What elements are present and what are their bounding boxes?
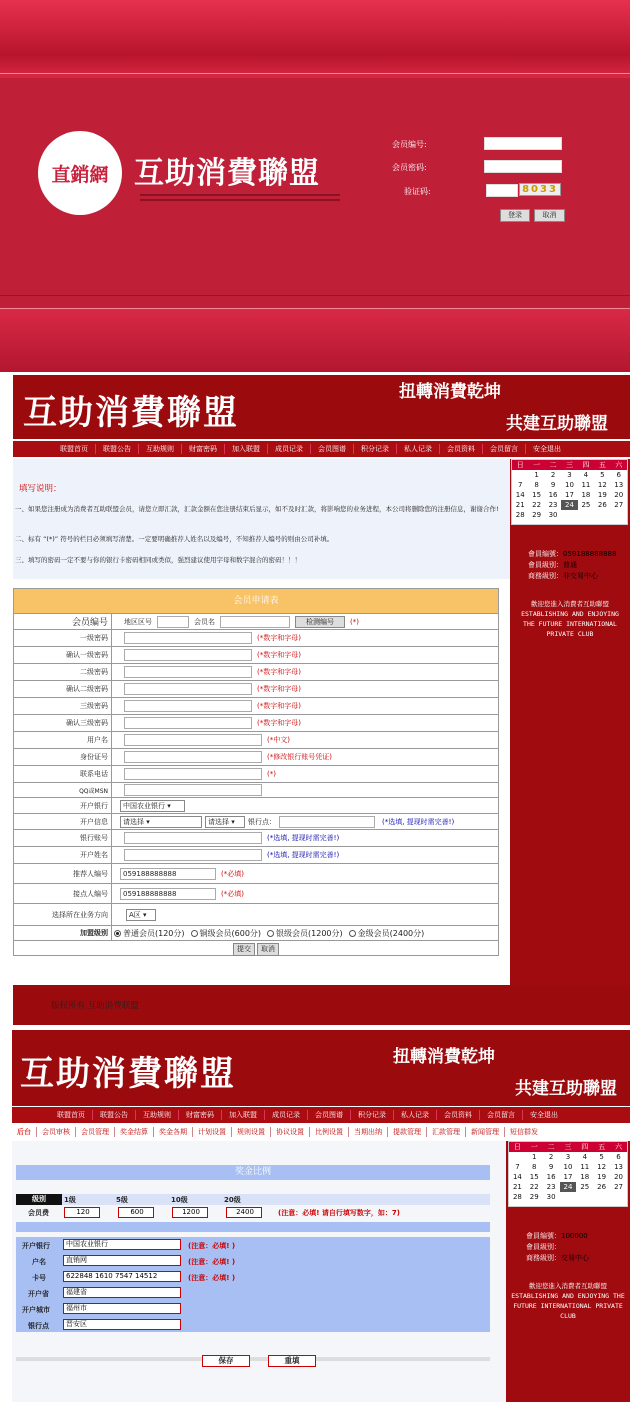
calendar-day[interactable]: 11 — [580, 1163, 590, 1171]
level-option-basic[interactable] — [114, 928, 185, 939]
calendar-day[interactable]: 2 — [548, 1153, 554, 1161]
holder-label: 开户姓名 — [14, 847, 112, 863]
calendar-day[interactable]: 29 — [532, 511, 542, 519]
nav-map[interactable]: 会员图谱 — [311, 444, 354, 454]
member-info — [526, 1231, 626, 1264]
pwd1-label: 一级密码 — [14, 630, 112, 646]
calendar-day[interactable]: 6 — [616, 1153, 621, 1161]
account-hint: (*选填, 提现时需完善!) — [267, 834, 340, 842]
divider — [0, 308, 630, 309]
card-label: 卡号 — [32, 1274, 46, 1282]
login-bottom-band — [0, 308, 630, 372]
province-label: 开户省 — [28, 1290, 49, 1298]
login-button[interactable]: 登录 — [500, 209, 530, 222]
calendar-day[interactable]: 26 — [597, 1183, 607, 1191]
branch-input[interactable] — [279, 816, 375, 828]
calendar-day[interactable]: 5 — [599, 1153, 604, 1161]
pwd3-input[interactable] — [124, 700, 252, 712]
admin-nav-cashier[interactable]: 当期出纳 — [349, 1127, 388, 1137]
calendar-day[interactable]: 7 — [515, 1163, 520, 1171]
calendar-day[interactable]: 25 — [581, 501, 591, 509]
calendar-day[interactable]: 26 — [597, 501, 607, 509]
bank-note: (注意：必填! ) — [188, 1242, 236, 1250]
application-form — [13, 588, 499, 956]
pwd1-confirm-input[interactable] — [124, 649, 252, 661]
captcha-input[interactable] — [486, 184, 518, 197]
calendar-day[interactable]: 15 — [532, 491, 542, 499]
placement-label: 接点人编号 — [14, 884, 112, 903]
calendar-day[interactable]: 23 — [546, 1183, 556, 1191]
placement-hint: (*必填) — [221, 889, 244, 898]
region-input[interactable] — [157, 616, 189, 628]
form-cancel-button[interactable]: 取消 — [257, 943, 279, 956]
radio-icon — [114, 930, 121, 937]
member-id-value: 059188888888 — [563, 550, 617, 558]
business-level-label: 商務級别： — [528, 572, 563, 580]
slogan-2: 共建互助聯盟 — [515, 1079, 617, 1099]
logo-text: 直銷網 — [51, 163, 109, 186]
pwd-hint: (*数字和字母) — [257, 651, 301, 659]
footer — [13, 985, 630, 1025]
nav-join[interactable]: 加入联盟 — [222, 1110, 265, 1120]
area-label: 选择所在业务方向 — [14, 904, 112, 925]
divider — [0, 73, 630, 74]
pwd1-input[interactable] — [124, 632, 252, 644]
submit-button[interactable]: 提交 — [233, 943, 255, 956]
pwd2-confirm-input[interactable] — [124, 683, 252, 695]
fee-input-20[interactable]: 2400 — [226, 1207, 262, 1218]
city-select[interactable]: 请选择 ▾ — [205, 816, 245, 828]
nav-members[interactable]: 成员记录 — [268, 444, 311, 454]
calendar-day[interactable]: 3 — [567, 471, 572, 479]
calendar-day[interactable]: 6 — [616, 471, 621, 479]
copyright: 版权所有 互助消费联盟 — [51, 1001, 139, 1011]
slogan-2: 共建互助聯盟 — [506, 414, 608, 434]
calendar-day[interactable]: 4 — [582, 1153, 588, 1161]
nav-logout[interactable]: 安全退出 — [533, 445, 561, 453]
radio-icon — [349, 930, 356, 937]
level-label: 加盟级别 — [14, 926, 112, 940]
calendar-day[interactable]: 20 — [614, 1173, 623, 1181]
calendar — [508, 1141, 628, 1207]
calendar-day[interactable]: 30 — [548, 511, 558, 519]
username-hint: (*中文) — [267, 736, 290, 744]
slogan-1: 扭轉消費乾坤 — [393, 1047, 495, 1067]
calendar-day[interactable]: 18 — [580, 1173, 590, 1181]
pwd-hint: (*数字和字母) — [257, 634, 301, 642]
qq-label: QQ或MSN — [14, 783, 112, 797]
nav-profile[interactable]: 会员资料 — [440, 444, 483, 454]
referrer-input[interactable]: 059188888888 — [120, 868, 216, 880]
site-header — [13, 375, 630, 439]
nav-home[interactable]: 联盟首页 — [53, 444, 96, 454]
admin-nav-ratio[interactable]: 比例设置 — [310, 1127, 349, 1137]
divider — [0, 295, 630, 296]
idcard-input[interactable] — [124, 751, 262, 763]
pwd3-confirm-label: 确认三级密码 — [14, 715, 112, 731]
calendar-day[interactable]: 9 — [550, 481, 556, 489]
province-select-value: 请选择 — [123, 817, 144, 826]
bank-label: 开户银行 — [22, 1242, 50, 1250]
brand-title: 互助消費聯盟 — [134, 156, 320, 191]
member-no-label: 会员编号 — [14, 614, 112, 629]
calendar-day[interactable]: 22 — [532, 501, 542, 509]
holder-hint: (*选填, 提现时需完善!) — [267, 851, 340, 859]
holder-input[interactable] — [124, 849, 262, 861]
bankinfo-label: 开户信息 — [14, 814, 112, 829]
area-select[interactable]: A区 ▾ — [126, 909, 156, 921]
calendar-day[interactable]: 25 — [580, 1183, 590, 1191]
nav-members[interactable]: 成员记录 — [265, 1110, 308, 1120]
fee-row — [16, 1206, 490, 1219]
member-id-label: 会员编号: — [392, 140, 427, 149]
fee-input-10[interactable]: 1200 — [172, 1207, 208, 1218]
calendar-day[interactable]: 27 — [614, 1183, 623, 1191]
admin-nav-backend[interactable]: 后台 — [12, 1127, 37, 1137]
calendar-day[interactable]: 1 — [532, 1153, 537, 1161]
admin-sidebar — [506, 1141, 630, 1402]
calendar-day[interactable]: 17 — [563, 1173, 573, 1181]
member-id-input[interactable] — [484, 137, 562, 150]
level-text: 银级会员(1200分) — [276, 928, 343, 938]
captcha-image: 8033 — [519, 183, 561, 196]
welcome-text: 歡迎您進入消費者互助聯盟 ESTABLISHING AND ENJOYING THE FUTURE INTERNATIONAL PRIVATE CLUB — [511, 1282, 625, 1320]
level-10: 10级 — [171, 1196, 188, 1204]
calendar-day[interactable]: 22 — [529, 1183, 539, 1191]
pwd3-label: 三级密码 — [14, 698, 112, 714]
calendar-day[interactable]: 12 — [597, 481, 607, 489]
reset-button[interactable]: 重填 — [268, 1355, 316, 1367]
calendar-day[interactable]: 16 — [546, 1173, 556, 1181]
bank-info-rows — [16, 1237, 490, 1332]
calendar-day[interactable]: 18 — [581, 491, 591, 499]
divider — [16, 1357, 490, 1361]
calendar-day[interactable]: 21 — [512, 1183, 522, 1191]
referrer-hint: (*必填) — [221, 869, 244, 878]
nav-wealth[interactable]: 财富密码 — [182, 444, 225, 454]
province-input[interactable]: 福建省 — [63, 1287, 181, 1298]
username-input[interactable] — [124, 734, 262, 746]
instruction-2: 二、标有 “(*)” 符号的栏目必须填写清楚。一定要明确推荐人姓名以及编号，不知推荐人编号的则由公司补填。 — [15, 535, 334, 543]
nav-rules[interactable]: 互助规则 — [139, 444, 182, 454]
account-name-input[interactable]: 直销网 — [63, 1255, 181, 1266]
branch-input[interactable]: 晋安区 — [63, 1319, 181, 1330]
calendar-day[interactable]: 28 — [512, 1193, 522, 1201]
business-level-value: 非交易中心 — [563, 572, 598, 580]
divider — [140, 194, 340, 196]
calendar-day[interactable]: 10 — [563, 1163, 573, 1171]
calendar-day[interactable]: 2 — [550, 471, 556, 479]
admin-header — [12, 1030, 630, 1106]
radio-icon — [191, 930, 198, 937]
member-level-label: 會員級别： — [526, 1243, 561, 1251]
nav-logout[interactable]: 安全退出 — [530, 1111, 558, 1119]
nav-private[interactable]: 私人记录 — [394, 1110, 437, 1120]
cancel-button[interactable]: 取消 — [534, 209, 565, 222]
card-input[interactable]: 622848 1610 7547 14512 — [63, 1271, 181, 1282]
member-info — [528, 549, 628, 582]
bonus-ratio-panel — [12, 1141, 506, 1402]
city-label: 开户城市 — [22, 1306, 50, 1314]
calendar-table: 日 一 二 三 四 五 六 1 2 3 4 5 6 7 8 9 10 11 12 13 14 15 16 17 18 19 20 21 22 23 24 25 26 27 28 29 30 — [512, 460, 627, 520]
calendar-day[interactable]: 7 — [517, 481, 523, 489]
branch-label: 银行点： — [248, 817, 276, 826]
nav-notice[interactable]: 联盟公告 — [96, 444, 139, 454]
calendar-day[interactable]: 9 — [548, 1163, 554, 1171]
calendar-day[interactable]: 19 — [597, 491, 607, 499]
nav-join[interactable]: 加入联盟 — [225, 444, 268, 454]
bank-label: 开户银行 — [14, 798, 112, 813]
bank-input[interactable]: 中国农业银行 — [63, 1239, 181, 1250]
instruction-3: 三、填写的密码一定不要与你的银行卡密码相同或类似，强烈建议使用字母和数字混合的密码！！！ — [15, 556, 301, 564]
site-title: 互助消費聯盟 — [20, 1054, 236, 1094]
divider — [16, 1222, 490, 1232]
pwd2-confirm-label: 确认二级密码 — [14, 681, 112, 697]
nav-message[interactable]: 会员留言 — [480, 1110, 523, 1120]
phone-input[interactable] — [124, 768, 262, 780]
calendar-day[interactable]: 8 — [532, 1163, 537, 1171]
welcome-text: 歡迎您進入消費者互助聯盟 ESTABLISHING AND ENJOYING THE FUTURE INTERNATIONAL PRIVATE CLUB — [521, 600, 619, 638]
nav-points[interactable]: 积分记录 — [354, 444, 397, 454]
radio-icon — [267, 930, 274, 937]
calendar-day[interactable]: 28 — [515, 511, 525, 519]
admin-nav-members[interactable]: 会员管理 — [76, 1127, 115, 1137]
account-name-label: 户名 — [32, 1258, 46, 1266]
calendar-day[interactable]: 29 — [529, 1193, 539, 1201]
admin-sub-nav — [12, 1124, 630, 1140]
instructions-title: 填写说明： — [19, 484, 62, 494]
bankinfo-hint: (*选填, 提现时需完善!) — [382, 817, 455, 826]
fee-input-5[interactable]: 600 — [118, 1207, 154, 1218]
admin-nav-agreement[interactable]: 协议设置 — [271, 1127, 310, 1137]
nav-profile[interactable]: 会员资料 — [437, 1110, 480, 1120]
area-select-value: A区 — [129, 910, 141, 919]
level-5: 5级 — [116, 1196, 128, 1204]
level-option-silver[interactable] — [267, 928, 343, 939]
calendar-day[interactable]: 14 — [515, 491, 525, 499]
admin-nav-periods[interactable]: 奖金各期 — [154, 1127, 193, 1137]
admin-nav-sms[interactable]: 短信群发 — [510, 1128, 538, 1136]
admin-nav-withdraw[interactable]: 提款管理 — [388, 1127, 427, 1137]
account-name-note: (注意：必填! ) — [188, 1258, 236, 1266]
nav-map[interactable]: 会员图谱 — [308, 1110, 351, 1120]
fee-label: 会员费 — [28, 1209, 49, 1217]
member-level-label: 會員級别： — [528, 561, 563, 569]
required-mark: (*) — [350, 617, 359, 626]
calendar-day[interactable]: 1 — [534, 471, 539, 479]
member-id-label: 會員编號： — [526, 1232, 561, 1240]
nav-notice[interactable]: 联盟公告 — [93, 1110, 136, 1120]
nav-points[interactable]: 积分记录 — [351, 1110, 394, 1120]
nav-message[interactable]: 会员留言 — [483, 444, 526, 454]
calendar-today[interactable]: 24 — [560, 1182, 577, 1192]
level-option-bronze[interactable] — [191, 928, 262, 939]
level-20: 20级 — [224, 1196, 241, 1204]
calendar-day[interactable]: 19 — [597, 1173, 607, 1181]
calendar-day[interactable]: 13 — [614, 1163, 623, 1171]
calendar-day[interactable]: 12 — [597, 1163, 607, 1171]
member-name-label: 会员名 — [194, 617, 215, 626]
pwd1-confirm-label: 确认一级密码 — [14, 647, 112, 663]
login-panel — [0, 0, 630, 372]
site-title: 互助消費聯盟 — [23, 393, 239, 433]
password-label: 会员密码: — [392, 163, 427, 172]
level-text: 金级会员(2400分) — [357, 928, 425, 938]
city-select-value: 请选择 — [208, 817, 229, 826]
calendar-day[interactable]: 10 — [565, 481, 574, 489]
business-level-label: 商務級别： — [526, 1254, 561, 1262]
card-note: (注意：必填! ) — [188, 1274, 236, 1282]
login-top-band — [0, 0, 630, 78]
city-input[interactable]: 福州市 — [63, 1303, 181, 1314]
calendar-day[interactable]: 23 — [548, 501, 558, 509]
admin-nav-audit[interactable]: 会员审核 — [37, 1127, 76, 1137]
branch-label: 银行点 — [28, 1322, 49, 1330]
member-level-value: 普通 — [563, 561, 577, 569]
idcard-label: 身份证号 — [14, 749, 112, 765]
logo — [38, 131, 122, 215]
level-1: 1级 — [64, 1196, 76, 1204]
member-id-label: 會員编號： — [528, 550, 563, 558]
calendar-day[interactable]: 11 — [581, 481, 591, 489]
bank-select-value: 中国农业银行 — [123, 801, 165, 810]
calendar-day[interactable]: 15 — [529, 1173, 539, 1181]
admin-nav-remit[interactable]: 汇款管理 — [427, 1127, 466, 1137]
pwd-hint: (*数字和字母) — [257, 685, 301, 693]
sidebar — [510, 459, 630, 985]
divider — [140, 199, 340, 201]
admin-nav-rules[interactable]: 规则设置 — [232, 1127, 271, 1137]
phone-hint: (*) — [267, 770, 276, 778]
captcha-label: 验证码: — [404, 187, 431, 196]
pwd3-confirm-input[interactable] — [124, 717, 252, 729]
nav-home[interactable]: 联盟首页 — [50, 1110, 93, 1120]
calendar-day[interactable]: 13 — [614, 481, 624, 489]
calendar-day[interactable]: 14 — [512, 1173, 522, 1181]
account-input[interactable] — [124, 832, 262, 844]
business-level-value: 交易中心 — [561, 1254, 589, 1262]
member-name-input[interactable] — [220, 616, 290, 628]
save-button[interactable]: 保存 — [202, 1355, 250, 1367]
username-label: 用户名 — [14, 732, 112, 748]
pwd-hint: (*数字和字母) — [257, 668, 301, 676]
fee-note: (注意：必填! 请自行填写数字，如：7) — [278, 1209, 400, 1217]
admin-main-nav — [12, 1107, 630, 1123]
region-label: 地区区号 — [124, 617, 152, 626]
instruction-1: 一、如果您注册成为消费者互助联盟会员，请您立即汇款，汇款金额在您注册结束后显示，如不及时汇款，将影响您的业务进程，本公司将删除您的注册信息，谢谢合作! — [15, 505, 499, 513]
phone-label: 联系电话 — [14, 766, 112, 782]
nav-private[interactable]: 私人记录 — [397, 444, 440, 454]
referrer-label: 推荐人编号 — [14, 864, 112, 883]
calendar-day[interactable]: 27 — [614, 501, 624, 509]
qq-input[interactable] — [124, 784, 262, 796]
main-nav — [13, 441, 630, 457]
admin-page — [0, 1030, 630, 1402]
admin-nav-settle[interactable]: 奖金结算 — [115, 1127, 154, 1137]
placement-input[interactable]: 059188888888 — [120, 888, 216, 900]
account-label: 银行账号 — [14, 830, 112, 846]
calendar-day[interactable]: 4 — [583, 471, 589, 479]
bank-select[interactable]: 中国农业银行 ▾ — [120, 800, 185, 812]
admin-nav-plan[interactable]: 计划设置 — [193, 1127, 232, 1137]
pwd-hint: (*数字和字母) — [257, 719, 301, 727]
calendar — [511, 459, 628, 525]
form-title: 会员申请表 — [14, 589, 498, 614]
pwd2-input[interactable] — [124, 666, 252, 678]
calendar-day[interactable]: 21 — [515, 501, 525, 509]
calendar-day[interactable]: 20 — [614, 491, 624, 499]
member-id-value: 100000 — [561, 1232, 588, 1240]
calendar-table: 日 一 二 三 四 五 六 1 2 3 4 5 6 7 8 9 10 11 12 13 14 15 16 17 18 19 20 21 22 23 24 25 26 27 28 29 30 — [509, 1142, 627, 1202]
calendar-day[interactable]: 30 — [546, 1193, 556, 1201]
fee-input-1[interactable]: 120 — [64, 1207, 100, 1218]
idcard-hint: (*修改银行账号凭证) — [267, 753, 332, 761]
province-select[interactable]: 请选择 ▾ — [120, 816, 202, 828]
calendar-today[interactable]: 24 — [561, 500, 577, 510]
level-header-row — [16, 1194, 490, 1205]
instructions-box — [13, 459, 510, 579]
level-text: 铜级会员(600分) — [199, 928, 262, 938]
password-input[interactable] — [484, 160, 562, 173]
admin-nav-news[interactable]: 新闻管理 — [466, 1127, 505, 1137]
level-header: 级别 — [16, 1194, 62, 1205]
pwd2-label: 二级密码 — [14, 664, 112, 680]
section-title: 奖金比例 — [16, 1165, 490, 1180]
calendar-day[interactable]: 17 — [565, 491, 574, 499]
calendar-day[interactable]: 8 — [534, 481, 539, 489]
level-option-gold[interactable] — [349, 928, 425, 939]
nav-rules[interactable]: 互助规则 — [136, 1110, 179, 1120]
nav-wealth[interactable]: 财富密码 — [179, 1110, 222, 1120]
slogan-1: 扭轉消費乾坤 — [399, 382, 501, 402]
level-text: 普通会员(120分) — [123, 928, 185, 938]
calendar-day[interactable]: 5 — [600, 471, 605, 479]
check-id-button[interactable]: 检测编号 — [295, 616, 345, 628]
calendar-day[interactable]: 3 — [565, 1153, 571, 1161]
calendar-day[interactable]: 16 — [548, 491, 558, 499]
pwd-hint: (*数字和字母) — [257, 702, 301, 710]
registration-page — [0, 375, 630, 1025]
